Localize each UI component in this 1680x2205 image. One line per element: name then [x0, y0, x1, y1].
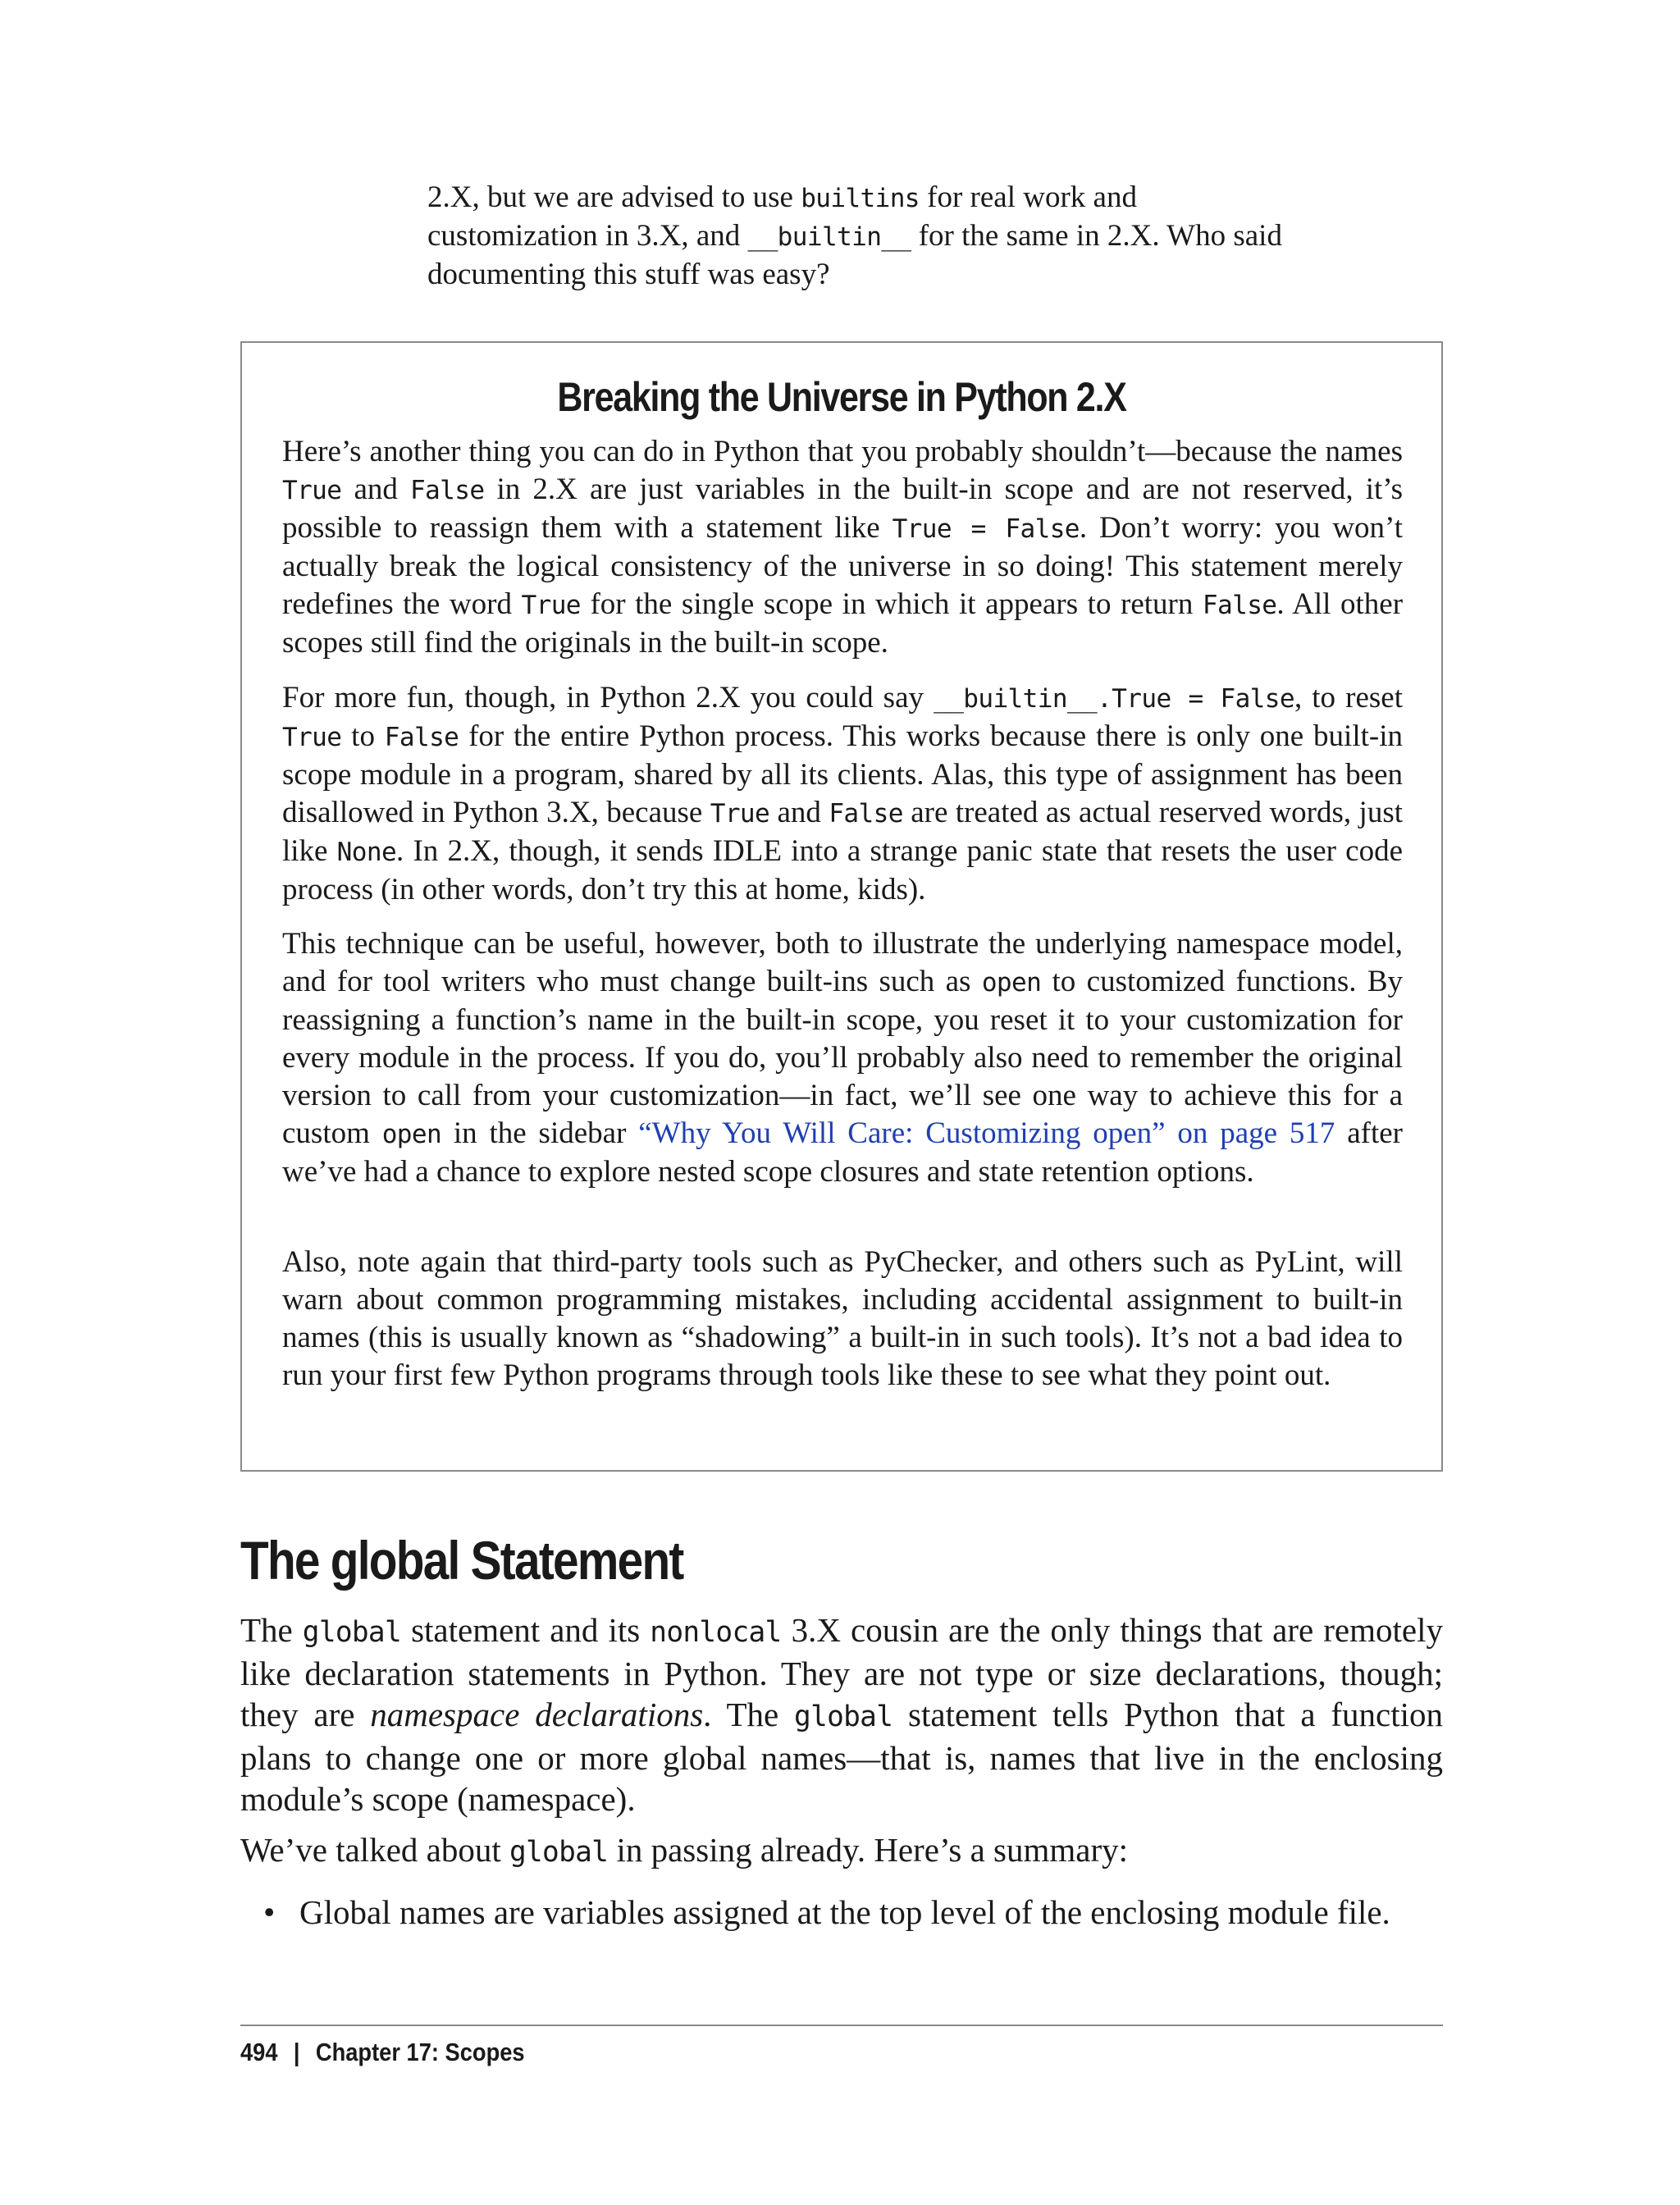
text-run: 3.X cousin are the only things that are remotely like declaration statements in Python. They are not type or size declarations, though; they are	[240, 1611, 1443, 1733]
text-run: , to reset	[1294, 681, 1404, 714]
text-run: This technique can be useful, however, both to illustrate the underlying namespace model, and for tool writers who must change built-ins such as	[282, 927, 1403, 998]
text-run: We’ve talked about	[240, 1831, 509, 1869]
sidebar-paragraph	[282, 925, 1403, 1191]
bullet-icon: •	[263, 1893, 276, 1931]
text-run: for the same in 2.X. Who said documenting this stuff was easy?	[427, 219, 1282, 291]
sidebar-title: Breaking the Universe in Python 2.X	[557, 374, 1126, 420]
inline-code: open	[381, 1120, 442, 1149]
text-run: and	[769, 796, 829, 829]
emphasis: namespace declarations	[370, 1696, 704, 1733]
section-heading: The global Statement	[240, 1530, 683, 1591]
text-run: statement and its	[401, 1611, 651, 1649]
sidebar-paragraph	[282, 679, 1403, 909]
inline-code: __builtin__	[747, 222, 911, 252]
inline-code: False	[829, 799, 903, 829]
page-number: 494	[240, 2038, 278, 2066]
inline-code: True	[282, 723, 342, 752]
inline-code: True	[282, 476, 342, 505]
text-run: for the single scope in which it appears to return	[580, 587, 1203, 621]
inline-code: None	[336, 838, 397, 867]
text-run: in passing already. Here’s a summary:	[608, 1831, 1129, 1869]
sidebar-box	[240, 341, 1443, 1472]
text-run: 2.X, but we are advised to use	[427, 180, 801, 214]
bullet-list	[240, 1892, 1443, 1933]
text-run: to	[341, 719, 385, 753]
text-run: are treated as actual reserved words, just like	[282, 796, 1404, 868]
text-run: to customized functions. By reassigning a function’s name in the built-in scope, you reset it to your customization for every module in the process. If you do, you’ll probably also need to remember the original version to call from your customization—in fact, we’ll see one way to achieve this for a custom	[282, 965, 1403, 1150]
sidebar-paragraph	[282, 433, 1403, 662]
text-run: . The	[703, 1696, 795, 1733]
text-run: in the sidebar	[441, 1116, 639, 1150]
inline-code: True	[710, 799, 770, 829]
inline-code: True = False	[892, 514, 1080, 544]
text-run: . All other scopes still find the originals in the built-in scope.	[282, 587, 1404, 660]
inline-code: global	[302, 1616, 402, 1649]
sidebar-paragraph: Also, note again that third-party tools such as PyChecker, and others such as PyLint, will warn about common programming mistakes, including accidental assignment to built-in names (this is usually known as “shadowing” a built-in in such tools). It’s not a bad idea to run your first few Python programs through tools like these to see what they point out.	[282, 1245, 1403, 1392]
inline-code: False	[409, 476, 485, 505]
inline-code: open	[981, 968, 1042, 998]
inline-code: global	[509, 1836, 609, 1869]
text-run: For more fun, though, in Python 2.X you could say	[282, 681, 934, 714]
inline-code: builtins	[801, 184, 920, 213]
text-run: for the entire Python process. This works because there is only one built-in scope module in a program, shared by all its clients. Alas, this type of assignment has been disallowed in Python 3.X, because	[282, 719, 1403, 829]
inline-code: False	[1202, 591, 1277, 620]
text-run: and	[341, 472, 410, 506]
footer-divider	[240, 2025, 1443, 2026]
list-item-text: Global names are variables assigned at the top level of the enclosing module file.	[299, 1893, 1390, 1931]
cross-reference-link[interactable]: “Why You Will Care: Customizing open” on page 517	[638, 1116, 1335, 1150]
inline-code: True	[521, 591, 581, 620]
chapter-title: Chapter 17: Scopes	[315, 2038, 525, 2066]
text-run: in 2.X are just variables in the built-in scope and are not reserved, it’s possible to reassign them with a statement like	[282, 472, 1403, 545]
text-run: . Don’t worry: you won’t actually break the logical consistency of the universe in so doing! This statement merely redefines the word	[282, 511, 1403, 621]
text-run: for real work and customization in 3.X, and	[427, 180, 1137, 253]
list-item	[240, 1892, 1443, 1933]
inline-code: global	[794, 1701, 893, 1733]
text-run: after we’ve had a chance to explore nested scope closures and state retention options.	[282, 1116, 1403, 1189]
text-run: statement tells Python that a function plans to change one or more global names—that is, names that live in the enclosing module’s scope (namespace).	[240, 1696, 1443, 1818]
intro-paragraph	[427, 179, 1301, 294]
inline-code: nonlocal	[650, 1616, 782, 1649]
inline-code: False	[384, 723, 459, 752]
footer-separator: |	[293, 2038, 300, 2066]
body-paragraph	[240, 1829, 1443, 1873]
body-paragraph	[240, 1609, 1443, 1819]
page-footer	[240, 2036, 525, 2069]
text-run: The	[240, 1611, 303, 1649]
text-run: Here’s another thing you can do in Python that you probably shouldn’t—because the names	[282, 435, 1403, 468]
inline-code: __builtin__.True = False	[934, 684, 1294, 714]
text-run: . In 2.X, though, it sends IDLE into a strange panic state that resets the user code process (in other words, don’t try this at home, kids).	[282, 834, 1404, 906]
